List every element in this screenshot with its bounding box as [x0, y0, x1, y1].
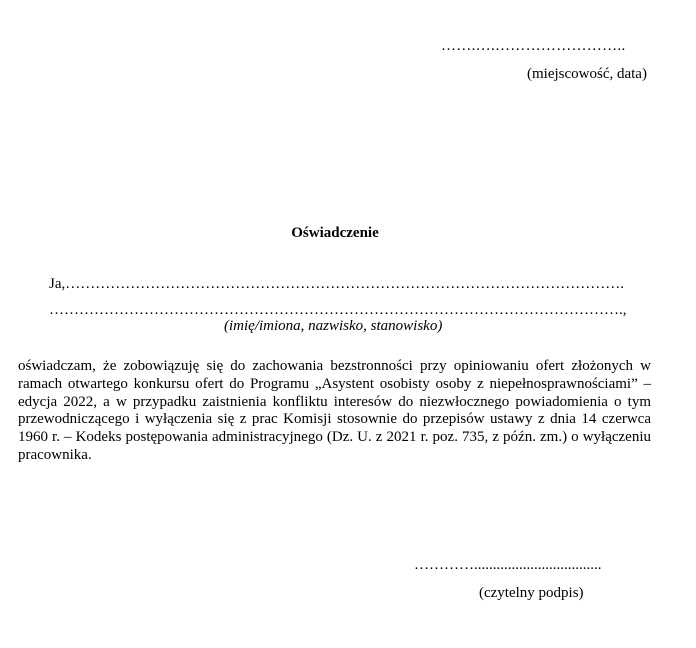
signature-dotted-line: …………..................................: [414, 557, 602, 573]
declarant-line-2: …………………………………………………………………………………………………….,: [49, 302, 627, 318]
signature-label: (czytelny podpis): [479, 585, 584, 601]
place-date-dotted-line: …….….……………………..: [441, 38, 626, 54]
declarant-label: (imię/imiona, nazwisko, stanowisko): [224, 318, 443, 334]
document-title: Oświadczenie: [291, 225, 379, 241]
place-date-label: (miejscowość, data): [527, 66, 647, 82]
declarant-line-1: Ja,………………………………………………………………………………………………….: [49, 276, 624, 292]
statement-paragraph: oświadczam, że zobowiązuję się do zachowania bezstronności przy opiniowaniu ofert złożonych w ramach otwartego konkursu ofert do Programu „Asystent osobisty osoby z niepełnosprawnościami” – edycja 2022, a w przypadku zaistnienia konfliktu interesów do niezwłocznego powiadomienia o tym przewodniczącego i wyłączenia się z prac Komisji stosownie do przepisów ustawy z dnia 14 czerwca 1960 r. – Kodeks postępowania administracyjnego (Dz. U. z 2021 r. poz. 735, z późn. zm.) o wyłączeniu pracownika.: [18, 358, 651, 463]
